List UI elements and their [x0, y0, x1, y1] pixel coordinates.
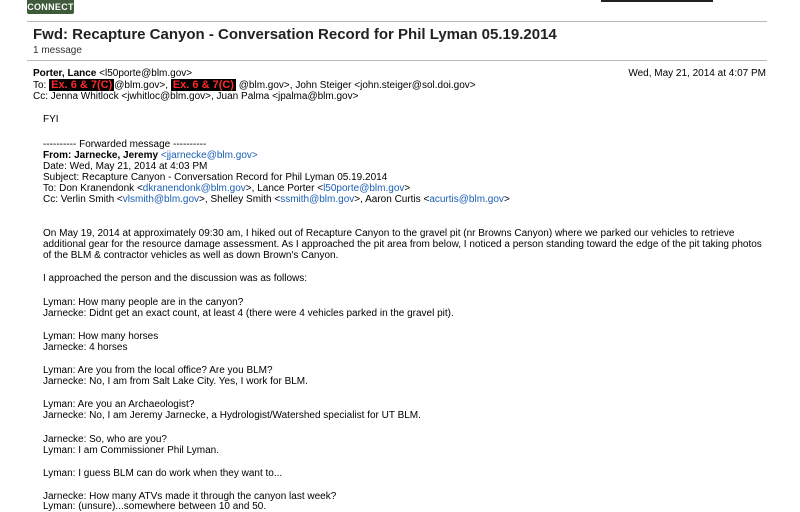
forward-from-name: From: Jarnecke, Jeremy — [43, 150, 159, 161]
dialogue-line: Jarnecke: No, I am Jeremy Jarnecke, a Hydrologist/Watershed specialist for UT BLM. — [43, 410, 421, 421]
forward-from — [43, 150, 258, 161]
message-count: 1 message — [33, 45, 82, 56]
dialogue-line: Jarnecke: Didnt get an exact count, at least 4 (there were 4 vehicles parked in the gravel pit). — [43, 308, 454, 319]
email-link[interactable]: acurtis@blm.gov — [429, 194, 504, 205]
forward-subject: Subject: Recapture Canyon - Conversation Record for Phil Lyman 05.19.2014 — [43, 172, 388, 183]
toolbar-edge — [601, 0, 713, 2]
email-link[interactable]: vlsmith@blm.gov — [122, 194, 200, 205]
dialogue-line: Lyman: I am Commissioner Phil Lyman. — [43, 445, 219, 456]
dialogue-line: Lyman: I guess BLM can do work when they want to... — [43, 468, 283, 479]
dialogue-line: Jarnecke: 4 horses — [43, 342, 128, 353]
to-recipient: @blm.gov>, John Steiger <john.steiger@sol.doi.gov> — [238, 80, 476, 91]
text: Cc: Verlin Smith < — [43, 194, 123, 205]
text: >, Aaron Curtis < — [354, 194, 430, 205]
body-fyi: FYI — [43, 114, 59, 125]
redaction-box: Ex. 6 & 7(C) — [172, 79, 234, 91]
email-link[interactable]: ssmith@blm.gov — [280, 194, 355, 205]
cc-line: Cc: Jenna Whitlock <jwhitloc@blm.gov>, Juan Palma <jpalma@blm.gov> — [33, 91, 359, 102]
text: To: Don Kranendonk < — [43, 183, 143, 194]
text: > — [503, 194, 510, 205]
forward-cc — [43, 194, 510, 205]
body-paragraph: On May 19, 2014 at approximately 09:30 am, I hiked out of Recapture Canyon to the gravel pit (nr Browns Canyon) where we parked our vehicles to retrieve — [43, 228, 735, 239]
dialogue-line: Jarnecke: No, I am from Salt Lake City. Yes, I work for BLM. — [43, 376, 308, 387]
body-paragraph: additional gear for the resource damage assessment. As I approached the pit area from below, I noticed a person standing toward the edge of the pit taking photos — [43, 239, 762, 250]
forward-from-email[interactable]: <jjarnecke@blm.gov> — [160, 150, 258, 161]
dialogue-line: Lyman: How many horses — [43, 331, 159, 342]
redaction-box: Ex. 6 & 7(C) — [51, 79, 113, 91]
dialogue-line: Lyman: (unsure)...somewhere between 10 and 50. — [43, 501, 267, 512]
email-link[interactable]: l50porte@blm.gov — [323, 183, 405, 194]
divider — [27, 21, 767, 22]
email-date: Wed, May 21, 2014 at 4:07 PM — [628, 68, 766, 79]
connect-logo: CONNECT — [27, 2, 74, 12]
text: >, Lance Porter < — [245, 183, 324, 194]
text: >, Shelley Smith < — [199, 194, 281, 205]
body-paragraph: of the BLM & contractor vehicles as well as down Brown's Canyon. — [43, 250, 339, 261]
to-recipient: @blm.gov>, — [114, 80, 169, 91]
body-paragraph: I approached the person and the discussion was as follows: — [43, 273, 308, 284]
forward-date: Date: Wed, May 21, 2014 at 4:03 PM — [43, 161, 208, 172]
email-link[interactable]: dkranendonk@blm.gov — [142, 183, 246, 194]
dialogue-line: Jarnecke: How many ATVs made it through the canyon last week? — [43, 491, 337, 502]
dialogue-line: Lyman: Are you from the local office? Are you BLM? — [43, 365, 273, 376]
forward-marker: ---------- Forwarded message ---------- — [43, 139, 207, 150]
dialogue-line: Lyman: How many people are in the canyon? — [43, 297, 244, 308]
sender-email: <l50porte@blm.gov> — [99, 68, 193, 79]
dialogue-line: Jarnecke: So, who are you? — [43, 434, 167, 445]
divider — [27, 60, 767, 61]
to-label: To: — [33, 80, 47, 91]
text: > — [404, 183, 411, 194]
forward-to — [43, 183, 410, 194]
dialogue-line: Lyman: Are you an Archaeologist? — [43, 399, 195, 410]
sender-name: Porter, Lance — [33, 68, 97, 79]
email-subject: Fwd: Recapture Canyon - Conversation Record for Phil Lyman 05.19.2014 — [33, 26, 557, 43]
